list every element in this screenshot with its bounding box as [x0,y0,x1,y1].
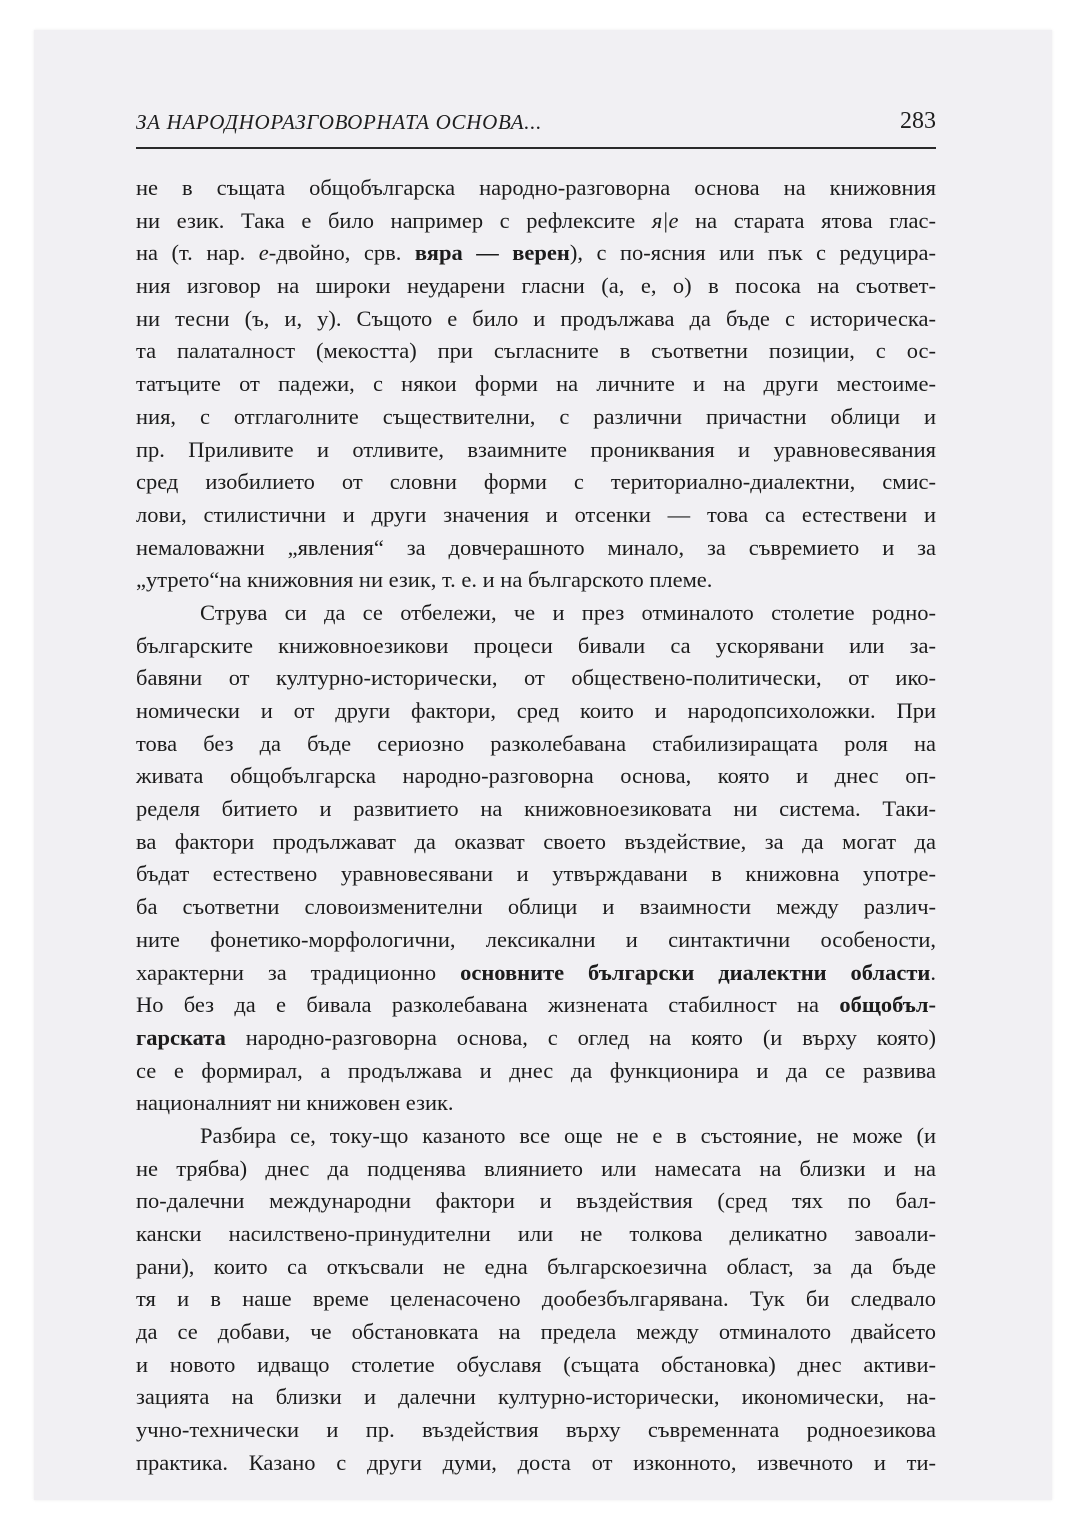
text-run: ни тесни (ъ, и, у). Същото е било и продължава да бъде с историческа- [136,305,936,331]
text-run: това без да бъде сериозно разколебавана стабилизиращата роля на [136,730,936,756]
text-line [136,499,936,532]
text-line [136,532,936,565]
text-line [136,270,936,303]
text-run: кански насилствено-принудителни или не толкова деликатно завоали- [136,1221,936,1246]
text-run: практика. Казано с други думи, доста от изконното, извечното и ти- [136,1449,936,1475]
bold-text: вяра — верен [414,240,570,266]
text-line [136,760,936,793]
text-run: не в същата общобългарска народно-разговорна основа на книжовния [136,175,936,200]
text-line [136,1251,936,1284]
text-run: Струва си да се отбележи, че и през отминалото столетие родно- [200,599,936,625]
text-run: лови, стилистични и други значения и отсенки — това са естествени и [136,501,936,527]
text-line [136,205,936,238]
text-line [136,1022,936,1055]
text-run: на (т. нар. [136,240,259,266]
text-line [136,597,936,630]
text-line [136,368,936,401]
text-line [136,1316,936,1349]
text-line [136,957,936,990]
text-line [136,1283,936,1316]
text-run: -двойно, срв. [268,240,415,266]
text-line [136,335,936,368]
text-line [136,695,936,728]
text-line [136,1447,936,1480]
text-run: бавяни от културно-исторически, от обществено-политически, от ико- [136,665,936,691]
text-run: номически и от други фактори, сред които и народопсихоложки. При [136,698,936,723]
text-line [136,924,936,957]
text-line [136,662,936,695]
text-run: ните фонетико-морфологични, лексикални и синтактични особености, [136,926,936,952]
text-run: народно-разговорна основа, с оглед на която (и върху която) [225,1024,936,1050]
text-line [136,1153,936,1186]
text-line [136,858,936,891]
text-run: характерни за традиционно [136,959,461,985]
text-line [136,1185,936,1218]
text-line [136,172,936,205]
text-run: тя и в наше време целенасочено дообезбългарявана. Тук би следвало [136,1286,936,1312]
text-line [136,303,936,336]
text-run: та палаталност (мекостта) при съгласните в съответни позиции, с ос- [136,338,936,364]
text-run: сред изобилието от словни форми с териториално-диалектни, смис- [136,469,936,495]
text-line [136,989,936,1022]
text-run: ба съответни словоизменителни облици и взаимности между различ- [136,894,936,920]
text-run: „утрето“на книжовния ни език, т. е. и на българското племе. [136,567,713,593]
text-run: ва фактори продължават да оказват своето въздействие, за да могат да [136,828,936,854]
text-line [136,466,936,499]
text-run: живата общобългарска народно-разговорна основа, която и днес оп- [136,763,936,789]
text-run: се е формирал, а продължава и днес да функционира и да се развива [136,1057,936,1083]
text-run: рани), които са откъсвали не една българскоезична област, за да бъде [136,1253,936,1279]
text-line [136,826,936,859]
text-run: зацията на близки и далечни културно-исторически, икономически, на- [136,1384,936,1410]
text-line [136,1349,936,1382]
text-run: българските книжовноезикови процеси бивали са ускорявани или за- [136,632,936,658]
text-run: и новото идващо столетие обуславя (същата обстановка) днес активи- [136,1351,936,1377]
text-line [136,434,936,467]
text-run: ния, с отглаголните съществителни, с различни причастни облици и [136,403,936,429]
text-line [136,728,936,761]
text-line [136,237,936,270]
text-line [136,891,936,924]
text-line [136,1218,936,1251]
text-line [136,1087,936,1120]
text-run: националният ни книжовен език. [136,1090,454,1116]
text-run: ни език. Така е било например с рефлексите [136,207,652,233]
text-line [136,1055,936,1088]
text-run: Но без да е бивала разколебавана жизнената стабилност на [136,992,840,1018]
text-run: пр. Приливите и отливите, взаимните прониквания и уравновесявания [136,436,936,462]
text-run: ), с по-ясния или пък с редуцира- [569,240,936,266]
bold-text: гарската [136,1024,226,1050]
page-header [136,107,936,149]
running-title: ЗА НАРОДНОРАЗГОВОРНАТА ОСНОВА... [136,110,543,134]
text-run: бъдат естествено уравновесявани и утвърждавани в книжовна употре- [136,861,936,887]
text-run: немаловажни „явления“ за довчерашното минало, за съвремието и за [136,534,936,560]
page-number: 283 [900,108,936,134]
text-run: да се добави, че обстановката на предела между отминалото двайсето [136,1319,936,1345]
text-line [136,630,936,663]
text-run: на старата ятова глас- [678,207,936,233]
text-run: ределя битието и развитието на книжовноезиковата ни система. Таки- [136,796,936,822]
text-run: татъците от падежи, с някои форми на личните и на други местоиме- [136,371,936,397]
text-line [136,793,936,826]
text-line [136,1120,936,1153]
text-run: по-далечни международни фактори и въздействия (сред тях по бал- [136,1188,936,1214]
bold-text: общобъл- [839,992,936,1018]
text-line [136,401,936,434]
text-run: . [930,959,936,985]
italic-text: е [258,240,269,266]
text-body [136,172,936,1480]
italic-text: я|е [651,207,679,233]
text-run: учно-технически и пр. въздействия върху съвременната родноезикова [136,1417,936,1443]
text-run: Разбира се, току-що казаното все още не е в състояние, не може (и [200,1122,936,1148]
text-run: не трябва) днес да подценява влиянието или намесата на близки и на [136,1155,936,1181]
text-run: ния изговор на широки неударени гласни (а, е, о) в посока на съответ- [136,273,936,299]
text-line [136,564,936,597]
text-line [136,1414,936,1447]
text-line [136,1381,936,1414]
bold-text: основните български диалектни области [460,959,931,985]
